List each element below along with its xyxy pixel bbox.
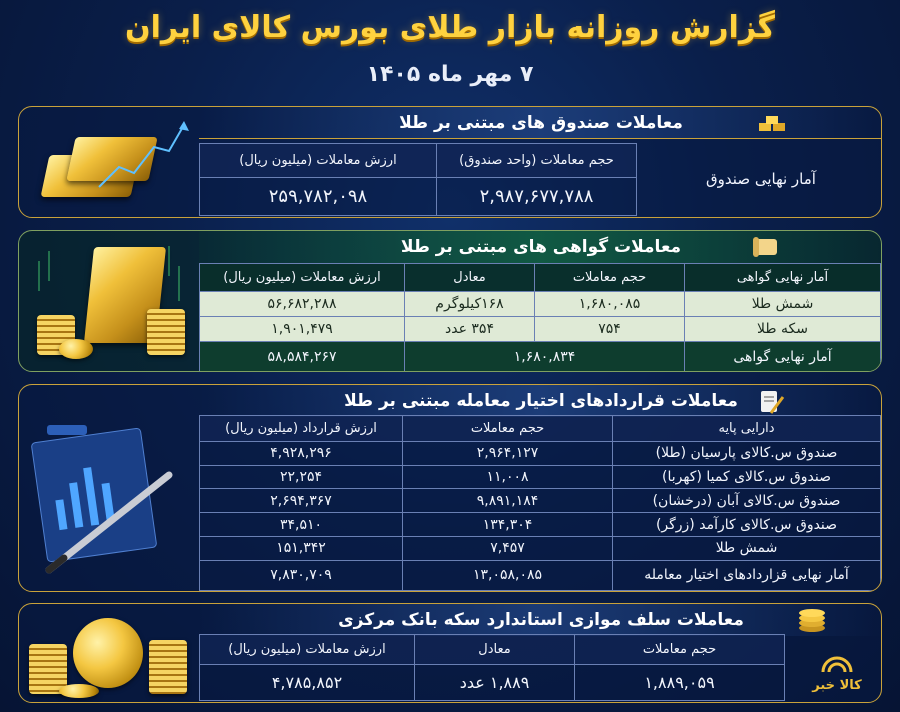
opt-total-volume: ۱۳,۰۵۸,۰۸۵ bbox=[403, 560, 613, 590]
table-row bbox=[200, 292, 881, 317]
opt-row-name: صندوق س.کالای پارسیان (طلا) bbox=[613, 441, 881, 465]
gold-bars-icon bbox=[755, 113, 791, 135]
opt-row-volume: ۱۳۴,۳۰۴ bbox=[403, 513, 613, 537]
cert-row-name: شمش طلا bbox=[685, 292, 881, 317]
certificate-scroll-icon bbox=[751, 235, 781, 259]
opt-row-volume: ۱۱,۰۰۸ bbox=[403, 465, 613, 489]
certificates-table bbox=[199, 263, 881, 372]
cert-header-equiv: معادل bbox=[405, 264, 535, 292]
chart-pen-illustration bbox=[19, 385, 197, 592]
brand-logo-text: کالا خبر bbox=[812, 678, 862, 693]
signal-arc-icon bbox=[817, 656, 857, 674]
cert-row-equiv: ۱۶۸کیلوگرم bbox=[405, 292, 535, 317]
opt-row-value: ۴,۹۲۸,۲۹۶ bbox=[200, 441, 403, 465]
options-title: معاملات قراردادهای اختیار معامله مبتنی بر طلا bbox=[199, 385, 882, 417]
table-row bbox=[200, 489, 881, 513]
certificates-title: معاملات گواهی های مبتنی بر طلا bbox=[199, 231, 882, 263]
fund-row-label: آمار نهایی صندوق bbox=[706, 170, 816, 188]
table-row bbox=[200, 536, 881, 560]
cert-row-volume: ۱,۶۸۰,۰۸۵ bbox=[535, 292, 685, 317]
cert-row-value: ۱,۹۰۱,۴۷۹ bbox=[200, 317, 405, 342]
opt-row-name: صندوق س.کالای کمیا (کهربا) bbox=[613, 465, 881, 489]
opt-row-name: شمش طلا bbox=[613, 536, 881, 560]
fund-table bbox=[199, 143, 637, 216]
opt-row-name: صندوق س.کالای آبان (درخشان) bbox=[613, 489, 881, 513]
brand-logo bbox=[803, 656, 871, 698]
cert-row-value: ۵۶,۶۸۲,۲۸۸ bbox=[200, 292, 405, 317]
table-total-row bbox=[200, 342, 881, 372]
cert-row-name: سکه طلا bbox=[685, 317, 881, 342]
coin-header-equiv: معادل bbox=[415, 635, 575, 665]
table-row bbox=[200, 441, 881, 465]
coin-equiv: ۱,۸۸۹ عدد bbox=[415, 665, 575, 701]
cert-header-name: آمار نهایی گواهی bbox=[685, 264, 881, 292]
coins-title: معاملات سلف موازی استاندارد سکه بانک مرکزی bbox=[199, 604, 882, 636]
table-row bbox=[200, 465, 881, 489]
coin-header-volume: حجم معاملات bbox=[575, 635, 785, 665]
fund-col-volume: حجم معاملات (واحد صندوق) bbox=[437, 144, 637, 178]
fund-col-value: ارزش معاملات (میلیون ریال) bbox=[200, 144, 437, 178]
certificates-panel bbox=[18, 230, 882, 372]
coins-table bbox=[199, 634, 785, 701]
opt-header-volume: حجم معاملات bbox=[403, 416, 613, 442]
options-panel bbox=[18, 384, 882, 592]
cert-total-volume: ۱,۶۸۰,۸۳۴ bbox=[405, 342, 685, 372]
opt-row-value: ۳۴,۵۱۰ bbox=[200, 513, 403, 537]
cert-row-equiv: ۳۵۴ عدد bbox=[405, 317, 535, 342]
coin-value: ۴,۷۸۵,۸۵۲ bbox=[200, 665, 415, 701]
coin-volume: ۱,۸۸۹,۰۵۹ bbox=[575, 665, 785, 701]
fund-volume: ۲,۹۸۷,۶۷۷,۷۸۸ bbox=[437, 178, 637, 216]
opt-total-value: ۷,۸۳۰,۷۰۹ bbox=[200, 560, 403, 590]
table-row bbox=[200, 317, 881, 342]
opt-row-value: ۱۵۱,۳۴۲ bbox=[200, 536, 403, 560]
coins-panel bbox=[18, 603, 882, 703]
options-table bbox=[199, 415, 881, 591]
cert-header-value: ارزش معاملات (میلیون ریال) bbox=[200, 264, 405, 292]
gold-plate-illustration bbox=[19, 231, 197, 372]
opt-row-volume: ۹,۸۹۱,۱۸۴ bbox=[403, 489, 613, 513]
report-date: ۷ مهر ماه ۱۴۰۵ bbox=[366, 62, 534, 87]
cert-total-value: ۵۸,۵۸۴,۲۶۷ bbox=[200, 342, 405, 372]
cert-header-volume: حجم معاملات bbox=[535, 264, 685, 292]
fund-title: معاملات صندوق های مبتنی بر طلا bbox=[199, 107, 882, 139]
coin-header-value: ارزش معاملات (میلیون ریال) bbox=[200, 635, 415, 665]
cert-row-volume: ۷۵۴ bbox=[535, 317, 685, 342]
gold-coins-illustration bbox=[19, 604, 197, 703]
fund-value: ۲۵۹,۷۸۲,۰۹۸ bbox=[200, 178, 437, 216]
table-total-row bbox=[200, 560, 881, 590]
coin-stack-icon bbox=[795, 606, 829, 634]
contract-document-icon bbox=[755, 389, 785, 415]
opt-total-name: آمار نهایی قزاردادهای اختیار معامله bbox=[613, 560, 881, 590]
opt-row-volume: ۲,۹۶۴,۱۲۷ bbox=[403, 441, 613, 465]
table-row bbox=[200, 513, 881, 537]
opt-row-name: صندوق س.کالای کارآمد (زرگر) bbox=[613, 513, 881, 537]
fund-panel bbox=[18, 106, 882, 218]
opt-row-volume: ۷,۴۵۷ bbox=[403, 536, 613, 560]
opt-row-value: ۲۲,۲۵۴ bbox=[200, 465, 403, 489]
cert-total-name: آمار نهایی گواهی bbox=[685, 342, 881, 372]
opt-header-value: ارزش قرارداد (میلیون ریال) bbox=[200, 416, 403, 442]
opt-row-value: ۲,۶۹۴,۳۶۷ bbox=[200, 489, 403, 513]
gold-bars-illustration bbox=[19, 107, 197, 218]
page-title: گزارش روزانه بازار طلای بورس کالای ایران bbox=[125, 10, 775, 45]
opt-header-asset: دارایی پایه bbox=[613, 416, 881, 442]
